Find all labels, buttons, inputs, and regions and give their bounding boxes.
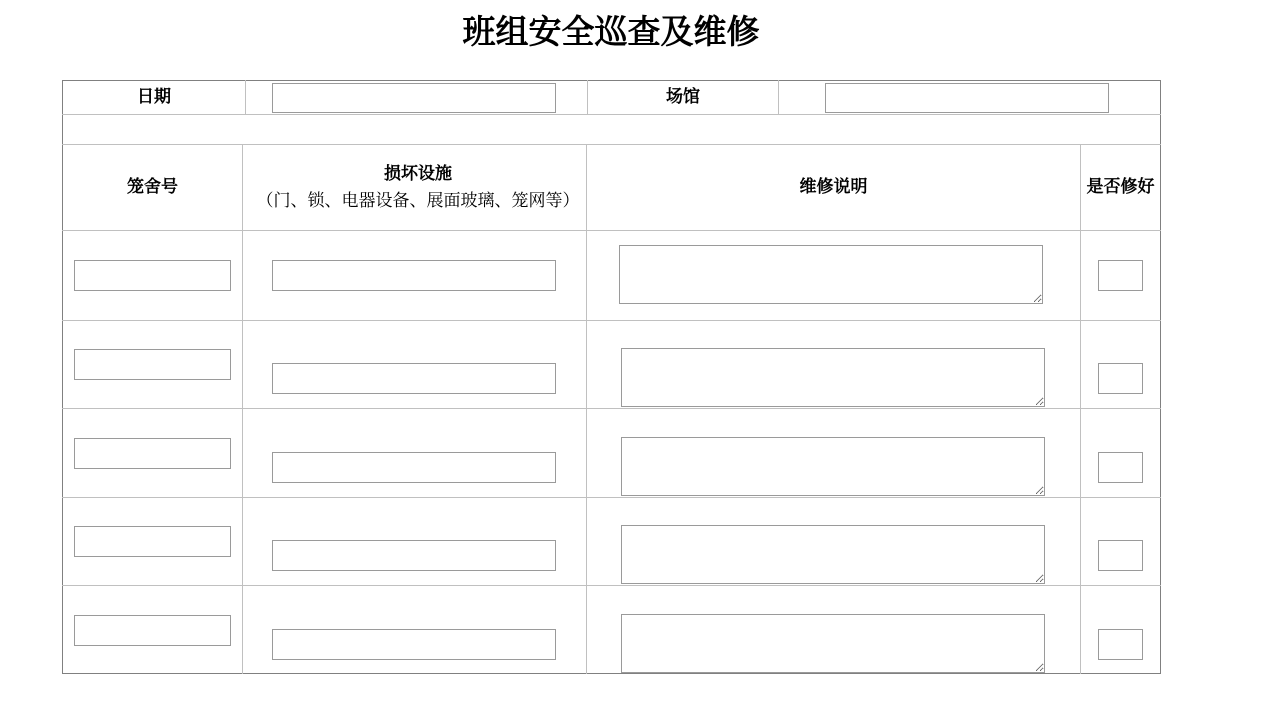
repaired-input[interactable]	[1098, 260, 1143, 291]
damaged-facility-input[interactable]	[272, 540, 556, 571]
grid-line	[62, 114, 1161, 115]
column-header-cage-no: 笼舍号	[127, 177, 178, 197]
cage-no-input[interactable]	[74, 438, 231, 469]
grid-line	[62, 497, 1161, 498]
damaged-facility-input[interactable]	[272, 363, 556, 394]
damaged-facility-title: 损坏设施	[384, 163, 452, 184]
repair-description-textarea[interactable]	[621, 437, 1045, 496]
repaired-input[interactable]	[1098, 452, 1143, 483]
damaged-facility-examples: （门、锁、电器设备、展面玻璃、笼网等）	[256, 190, 580, 211]
grid-line	[778, 80, 779, 114]
repair-description-textarea[interactable]	[621, 348, 1045, 407]
damaged-facility-input[interactable]	[272, 260, 556, 291]
repair-description-textarea[interactable]	[621, 614, 1045, 673]
venue-input[interactable]	[825, 83, 1109, 113]
cage-no-input[interactable]	[74, 349, 231, 380]
cage-no-input[interactable]	[74, 615, 231, 646]
repaired-input[interactable]	[1098, 363, 1143, 394]
column-header-repair-description: 维修说明	[799, 177, 868, 197]
repaired-input[interactable]	[1098, 540, 1143, 571]
damaged-facility-input[interactable]	[272, 629, 556, 660]
grid-line	[62, 585, 1161, 586]
grid-line	[62, 230, 1161, 231]
cage-no-input[interactable]	[74, 260, 231, 291]
column-header-repaired: 是否修好	[1086, 177, 1155, 197]
repair-description-textarea[interactable]	[621, 525, 1045, 584]
grid-line	[242, 144, 243, 674]
grid-line	[245, 80, 246, 114]
cage-no-input[interactable]	[74, 526, 231, 557]
grid-line	[62, 320, 1161, 321]
grid-line	[62, 408, 1161, 409]
damaged-facility-input[interactable]	[272, 452, 556, 483]
date-input[interactable]	[272, 83, 556, 113]
column-header-damaged-facility	[250, 145, 586, 230]
page-title: 班组安全巡查及维修	[462, 12, 760, 51]
repaired-input[interactable]	[1098, 629, 1143, 660]
venue-label: 场馆	[666, 87, 700, 107]
repair-description-textarea[interactable]	[619, 245, 1043, 304]
date-label: 日期	[137, 87, 171, 107]
